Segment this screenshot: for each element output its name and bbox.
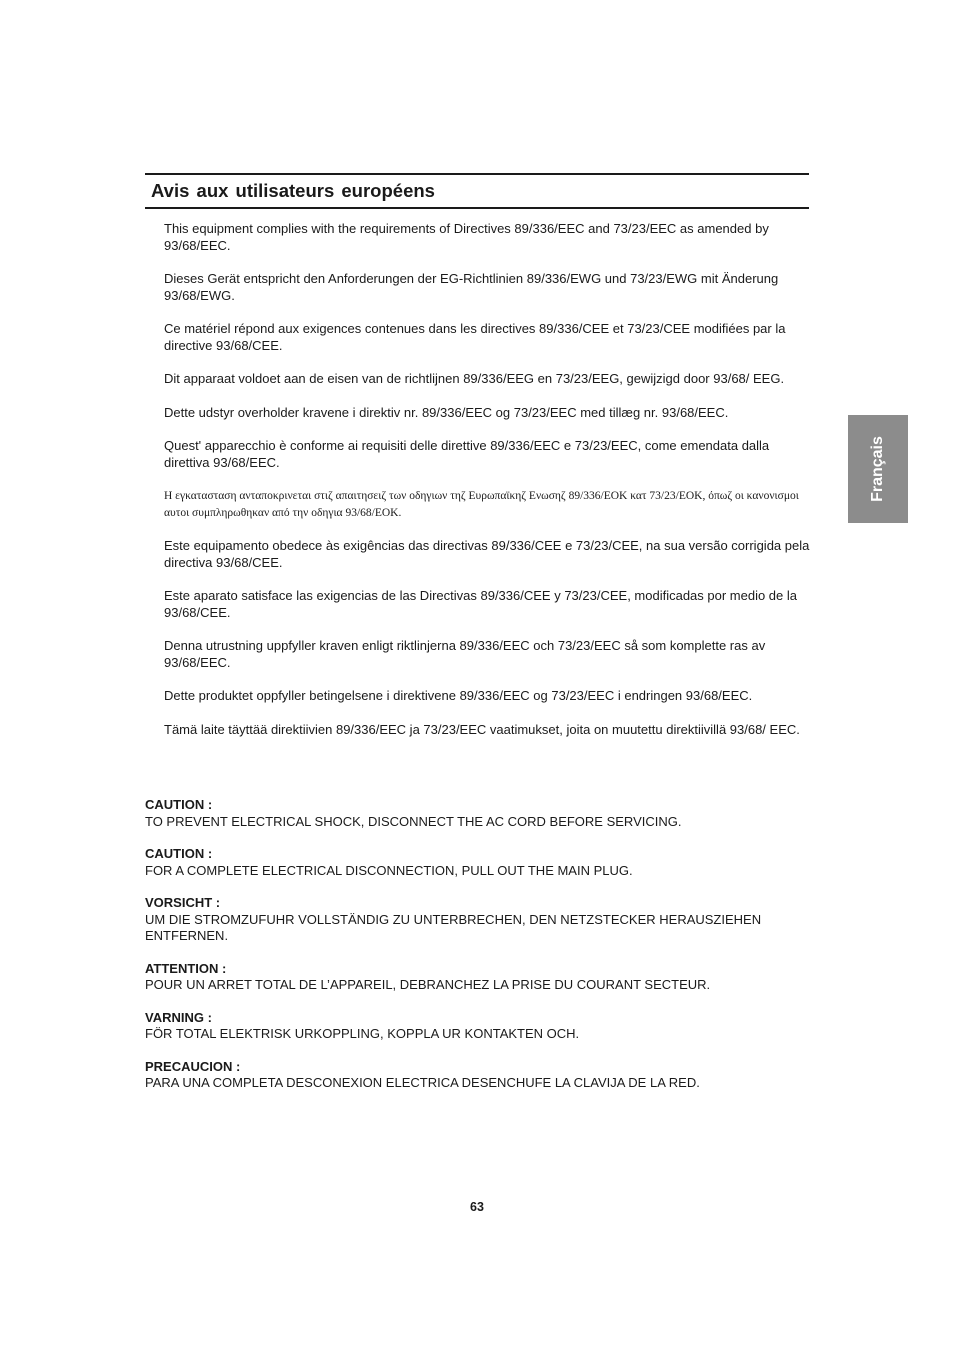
caution-text: UM DIE STROMZUFUHR VOLLSTÄNDIG ZU UNTERBRECHEN, DEN NETZSTECKER HERAUSZIEHEN ENTFERNEN. [145,911,762,943]
caution-text: FOR A COMPLETE ELECTRICAL DISCONNECTION, PULL OUT THE MAIN PLUG. [145,862,633,878]
compliance-paragraph-da: Dette udstyr overholder kravene i direktiv nr. 89/336/EEC og 73/23/EEC med tillæg nr. 93/68/EEC. [164,404,729,420]
compliance-paragraph-de: Dieses Gerät entspricht den Anforderungen der EG-Richtlinien 89/336/EWG und 73/23/EWG mit Änderung 93/68/EWG. [164,271,779,303]
caution-text: PARA UNA COMPLETA DESCONEXION ELECTRICA DESENCHUFE LA CLAVIJA DE LA RED. [145,1075,700,1090]
compliance-paragraph-it: Quest' apparecchio è conforme ai requisiti delle direttive 89/336/EEC e 73/23/EEC, come emendata dalla direttiva 93/68/EEC. [164,438,770,470]
caution-block [145,895,813,945]
language-tab [848,415,908,523]
compliance-paragraph-el: Η εγκατασταση ανταποκρινεται στιζ απαιτησειζ των οδηγιων τηζ Ευρωπαϊκηζ Ενωσηζ 89/336/ΕΟΚ κατ 73/23/ΕΟΚ, όπωζ οι κανονισμοι αυτοι συμπληρωθηκαν από την οδηγια 93/68/ΕΟΚ. [164,490,799,519]
caution-text: POUR UN ARRET TOTAL DE L’APPAREIL, DEBRANCHEZ LA PRISE DU COURANT SECTEUR. [145,977,711,992]
compliance-paragraph-fi: Tämä laite täyttää direktiivien 89/336/EEC ja 73/23/EEC vaatimukset, joita on muutettu direktiivillä 93/68/ EEC. [164,721,800,737]
caution-notices [145,797,813,1108]
caution-title: VARNING : [145,1009,212,1025]
compliance-paragraph-es: Este aparato satisface las exigencias de las Directivas 89/336/CEE y 73/23/CEE, modificadas por medio de la 93/68/CEE. [164,588,798,620]
compliance-paragraph-en: This equipment complies with the requirements of Directives 89/336/EEC and 73/23/EEC as amended by 93/68/EEC. [164,221,769,253]
compliance-paragraph-fr: Ce matériel répond aux exigences contenues dans les directives 89/336/CEE et 73/23/CEE modifiées par la directive 93/68/CEE. [164,321,786,353]
caution-title: VORSICHT : [145,895,221,910]
page-number: 63 [470,1200,484,1214]
compliance-statements [164,221,812,755]
caution-title: CAUTION : [145,797,213,812]
compliance-paragraph-nl: Dit apparaat voldoet aan de eisen van de richtlijnen 89/336/EEG en 73/23/EEG, gewijzigd door 93/68/ EEG. [164,371,785,386]
section-header [145,173,809,209]
compliance-paragraph-pt: Este equipamento obedece às exigências das directivas 89/336/CEE e 73/23/CEE, na sua versão corrigida pela directiva 93/68/CEE. [164,538,810,570]
caution-title: ATTENTION : [145,960,227,976]
caution-block [145,846,813,879]
caution-block [145,1059,813,1092]
caution-text: TO PREVENT ELECTRICAL SHOCK, DISCONNECT THE AC CORD BEFORE SERVICING. [145,813,682,829]
page-title: Avis aux utilisateurs européens [151,180,435,201]
caution-block [145,797,813,830]
caution-block [145,1010,813,1043]
compliance-paragraph-no: Dette produktet oppfyller betingelsene i direktivene 89/336/EEC og 73/23/EEC i endringen 93/68/EEC. [164,688,753,703]
caution-title: PRECAUCION : [145,1058,241,1074]
caution-text: FÖR TOTAL ELEKTRISK URKOPPLING, KOPPLA UR KONTAKTEN OCH. [145,1026,580,1041]
compliance-paragraph-sv: Denna utrustning uppfyller kraven enligt riktlinjerna 89/336/EEC och 73/23/EEC så som komplette ras av 93/68/EEC. [164,638,766,670]
language-tab-label: Français [869,436,886,502]
caution-title: CAUTION : [145,846,213,861]
caution-block [145,961,813,994]
